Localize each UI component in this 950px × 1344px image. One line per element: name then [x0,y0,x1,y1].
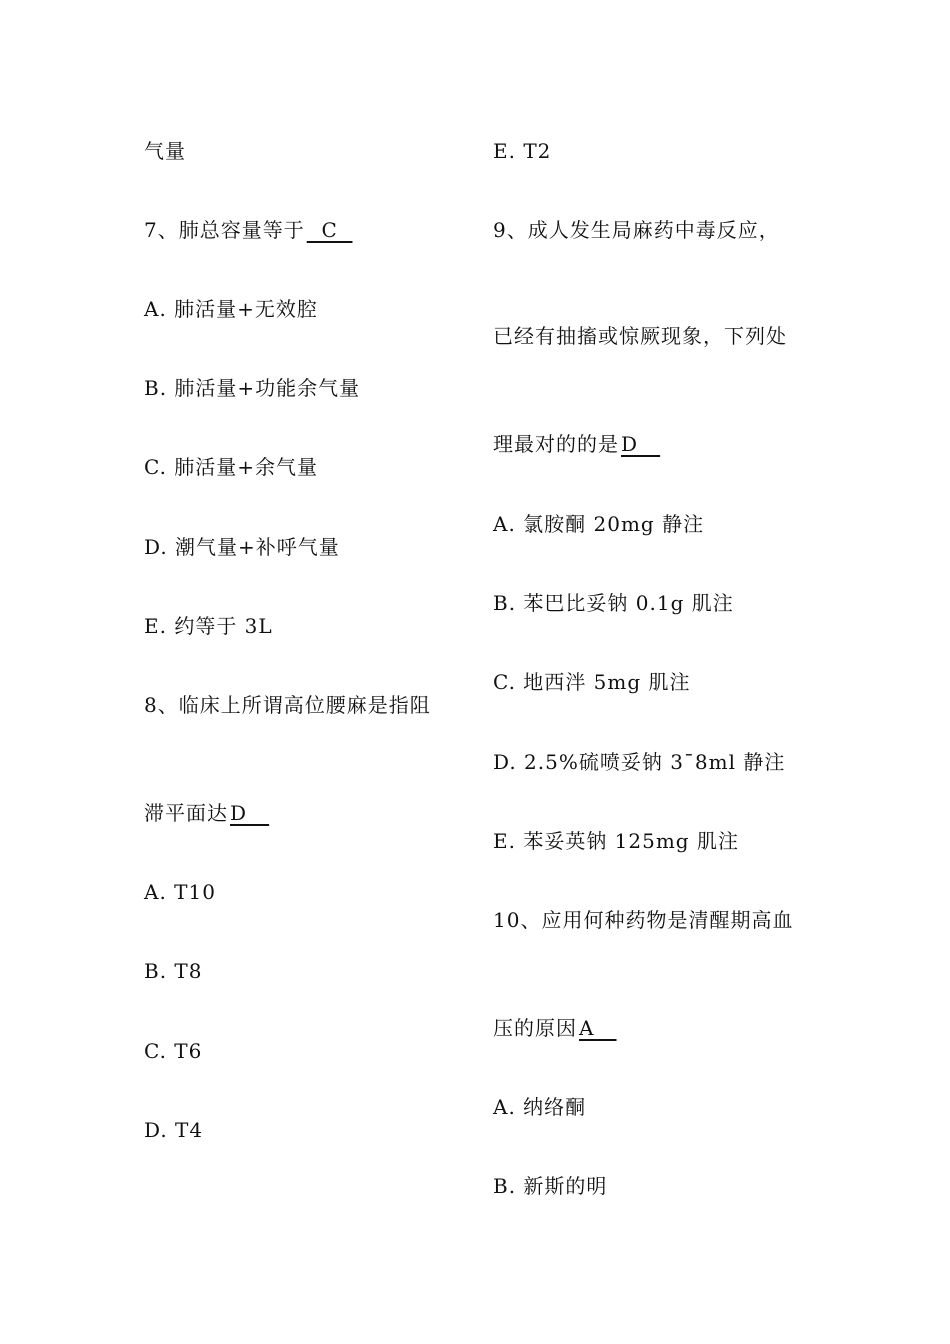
question-10-answer: A [579,1016,617,1040]
question-9-stem-line-1: 9、成人发生局麻药中毒反应， [493,218,780,242]
question-8-answer: D [230,801,270,825]
question-9-option-e: E. 苯妥英钠 125mg 肌注 [493,829,739,853]
question-7-option-b: B. 肺活量+功能余气量 [144,376,361,400]
question-7-answer: C [306,218,353,242]
question-10-option-a: A. 纳络酮 [493,1095,587,1119]
question-8-option-d: D. T4 [144,1118,204,1142]
question-9-stem-line-3 [493,431,661,457]
question-7-option-a: A. 肺活量+无效腔 [144,297,318,321]
question-7-text: 7、肺总容量等于 [144,218,305,242]
continued-option-text: 气量 [144,139,186,163]
question-7-stem [144,217,352,243]
question-10-option-b: B. 新斯的明 [493,1174,608,1198]
question-8-stem-line-2 [144,800,270,826]
question-9-answer: D [621,432,661,456]
question-7-option-e: E. 约等于 3L [144,614,273,638]
question-8-option-b: B. T8 [144,959,203,983]
question-8-option-e: E. T2 [493,139,552,163]
question-8-option-a: A. T10 [144,880,216,904]
question-9-text: 理最对的的是 [493,432,619,456]
question-9-option-d: D. 2.5%硫喷妥钠 3¯8ml 静注 [493,750,786,774]
question-10-stem-line-1: 10、应用何种药物是清醒期高血 [493,908,794,932]
question-8-text: 滞平面达 [144,801,228,825]
question-9-option-b: B. 苯巴比妥钠 0.1g 肌注 [493,591,734,615]
question-10-text: 压的原因 [493,1016,577,1040]
question-10-stem-line-2 [493,1015,619,1041]
question-9-option-c: C. 地西泮 5mg 肌注 [493,670,691,694]
question-7-option-d: D. 潮气量+补呼气量 [144,535,340,559]
question-8-stem-line-1: 8、临床上所谓高位腰麻是指阻 [144,693,431,717]
question-7-option-c: C. 肺活量+余气量 [144,455,319,479]
question-9-stem-line-2: 已经有抽搐或惊厥现象，下列处 [493,324,787,348]
question-9-option-a: A. 氯胺酮 20mg 静注 [493,512,705,536]
question-8-option-c: C. T6 [144,1039,203,1063]
